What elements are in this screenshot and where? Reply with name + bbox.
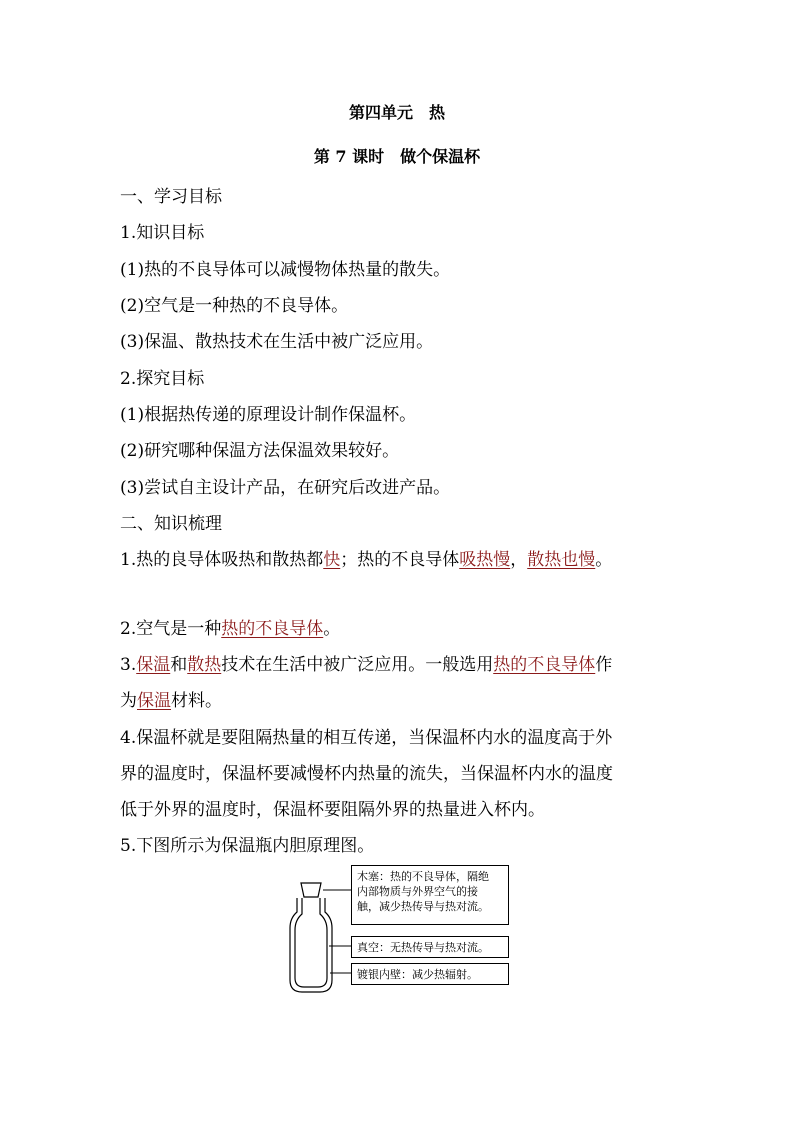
review-item-3 [120, 650, 612, 675]
section-heading-goals: 一、学习目标 [120, 187, 222, 207]
lesson-title: 第 7 课时 做个保温杯 [313, 147, 481, 166]
knowledge-goal-1: (1)热的不良导体可以减慢物体热量的散失。 [120, 260, 451, 280]
text: ， [510, 550, 528, 570]
label-cork-line1: 木塞：热的不良导体，隔绝 [357, 870, 489, 883]
label-cork-line2: 内部物质与外界空气的接 [357, 885, 478, 898]
review-item-4-line1: 4.保温杯就是要阻隔热量的相互传递，当保温杯内水的温度高于外 [120, 728, 613, 748]
answer-insulation: 保温 [137, 691, 171, 711]
text: 材料。 [171, 691, 222, 711]
answer-fast: 快 [323, 550, 341, 570]
thermos-diagram [285, 860, 525, 995]
answer-poor-conductor: 热的不良导体 [493, 655, 596, 675]
review-item-3-cont [120, 686, 222, 711]
review-item-4-line3: 低于外界的温度时，保温杯要阻隔外界的热量进入杯内。 [120, 800, 545, 820]
answer-poor-conductor: 热的不良导体 [221, 619, 324, 639]
knowledge-goal-3: (3)保温、散热技术在生活中被广泛应用。 [120, 332, 434, 352]
outer-wall [290, 898, 332, 992]
explore-goal-2: (2)研究哪种保温方法保温效果较好。 [120, 441, 400, 461]
review-item-5: 5.下图所示为保温瓶内胆原理图。 [120, 836, 375, 856]
unit-title: 第四单元 热 [348, 103, 445, 122]
text: 1.热的良导体吸热和散热都 [120, 550, 324, 570]
answer-insulation: 保温 [136, 655, 171, 675]
text: 2.空气是一种 [120, 619, 222, 639]
label-silver-wall: 镀银内壁：减少热辐射。 [351, 963, 509, 985]
review-item-4-line2: 界的温度时，保温杯要减慢杯内热量的流失，当保温杯内水的温度 [120, 764, 613, 784]
knowledge-goal-heading: 1.知识目标 [120, 223, 205, 243]
inner-wall [295, 898, 327, 987]
explore-goal-1: (1)根据热传递的原理设计制作保温杯。 [120, 405, 417, 425]
text: 3. [120, 655, 137, 675]
answer-heat-dissipation: 散热 [187, 655, 222, 675]
label-vacuum: 真空：无热传导与热对流。 [351, 936, 509, 958]
section-heading-review: 二、知识梳理 [120, 514, 222, 534]
label-cork [351, 865, 509, 925]
review-item-1 [120, 545, 612, 570]
answer-absorb-slow: 吸热慢 [459, 550, 511, 570]
text: 技术在生活中被广泛应用。一般选用 [221, 655, 494, 675]
knowledge-goal-2: (2)空气是一种热的不良导体。 [120, 296, 349, 316]
text: 和 [170, 655, 188, 675]
answer-release-slow: 散热也慢 [527, 550, 596, 570]
cork-shape [301, 883, 321, 897]
explore-goal-3: (3)尝试自主设计产品，在研究后改进产品。 [120, 478, 451, 498]
explore-goal-heading: 2.探究目标 [120, 369, 205, 389]
text: 。 [595, 550, 613, 570]
text: ；热的不良导体 [340, 550, 460, 570]
text: 为 [120, 691, 137, 711]
label-cork-line3: 触，减少热传导与热对流。 [357, 900, 489, 913]
review-item-2 [120, 614, 340, 639]
text: 。 [323, 619, 341, 639]
text: 作 [595, 655, 613, 675]
